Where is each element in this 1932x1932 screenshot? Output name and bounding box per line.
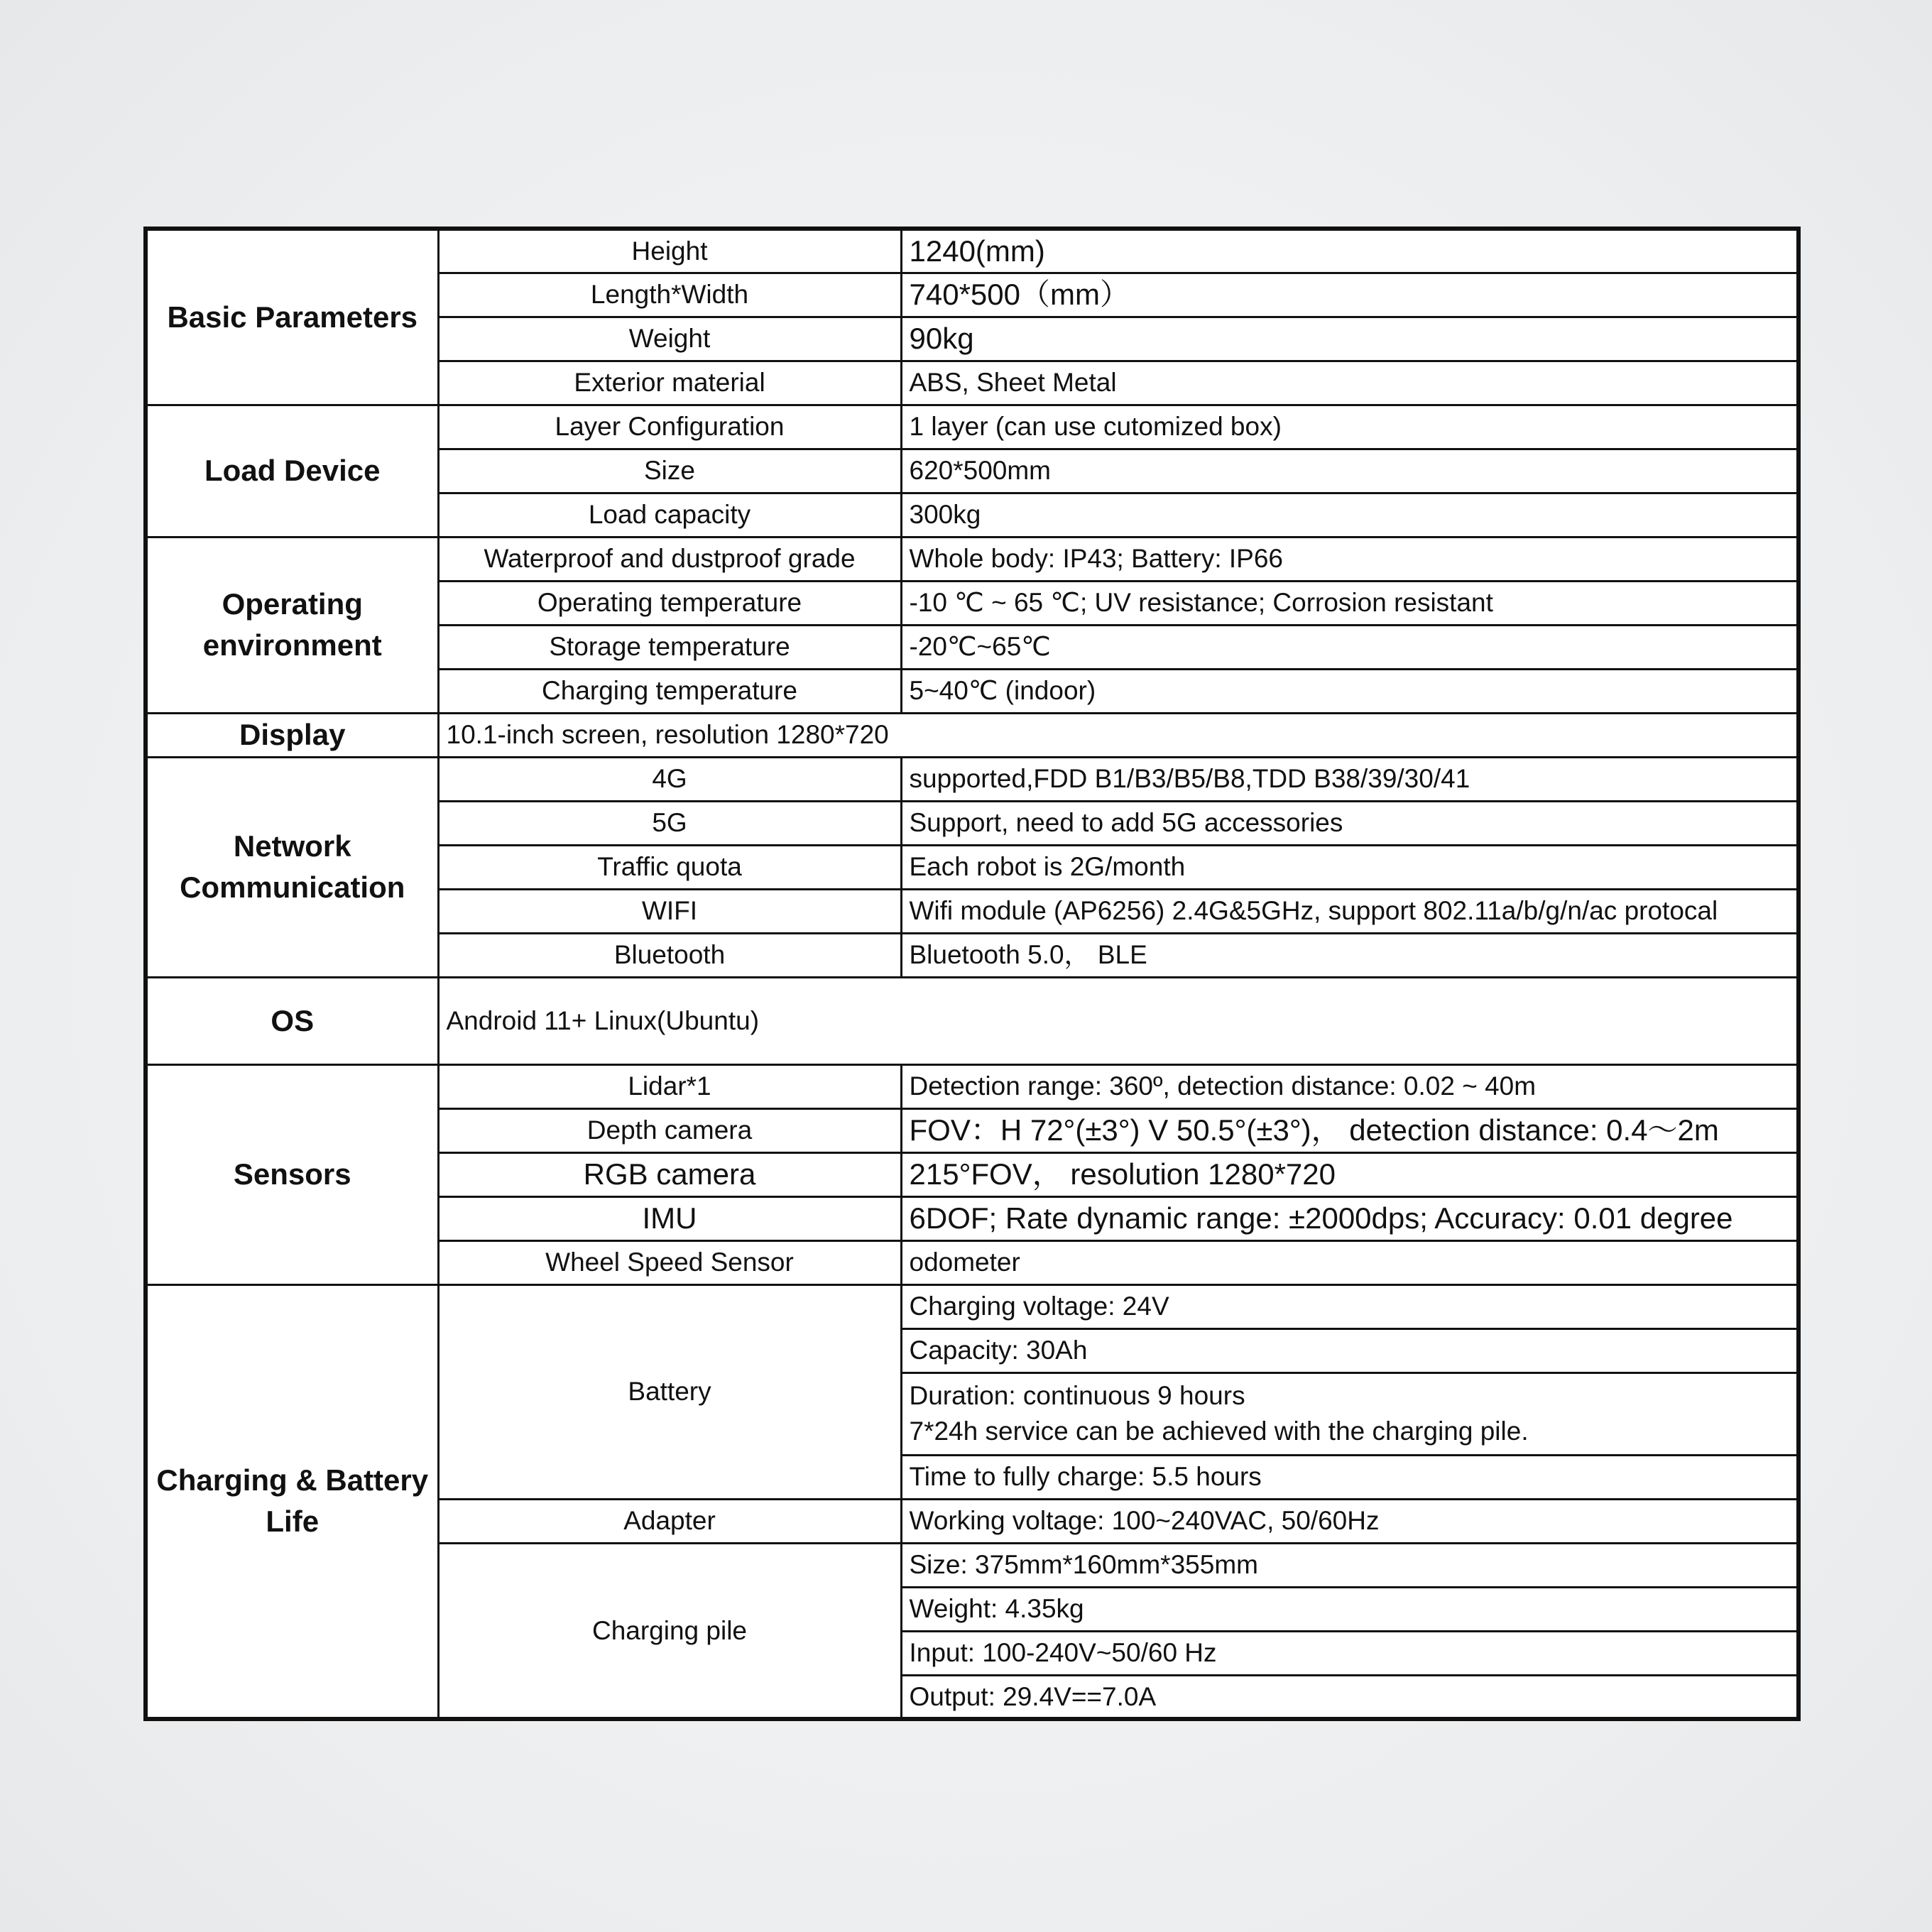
spec-table (143, 227, 1801, 1721)
param-lidar: Lidar*1 (438, 1064, 901, 1108)
value-load-size: 620*500mm (901, 449, 1799, 493)
param-exterior-material: Exterior material (438, 361, 901, 405)
param-traffic-quota: Traffic quota (438, 845, 901, 889)
table-row (146, 713, 1799, 757)
value-charging-voltage: Charging voltage: 24V (901, 1284, 1799, 1328)
param-bluetooth: Bluetooth (438, 933, 901, 977)
category-display: Display (146, 713, 438, 757)
param-charging-temperature: Charging temperature (438, 669, 901, 713)
table-row (146, 229, 1799, 273)
value-waterproof-grade: Whole body: IP43; Battery: IP66 (901, 537, 1799, 581)
param-5g: 5G (438, 801, 901, 845)
param-wifi: WIFI (438, 889, 901, 933)
value-exterior-material: ABS, Sheet Metal (901, 361, 1799, 405)
table-row (146, 977, 1799, 1064)
table-row (146, 405, 1799, 449)
param-weight: Weight (438, 317, 901, 361)
param-imu: IMU (438, 1196, 901, 1240)
value-pile-input: Input: 100-240V~50/60 Hz (901, 1631, 1799, 1675)
value-imu: 6DOF; Rate dynamic range: ±2000dps; Accuracy: 0.01 degree (901, 1196, 1799, 1240)
param-adapter: Adapter (438, 1499, 901, 1543)
value-service-line: 7*24h service can be achieved with the charging pile. (909, 1417, 1529, 1446)
value-traffic-quota: Each robot is 2G/month (901, 845, 1799, 889)
category-operating-environment: Operating environment (146, 537, 438, 713)
table-row (146, 1284, 1799, 1328)
param-length-width: Length*Width (438, 273, 901, 317)
value-storage-temperature: -20℃~65℃ (901, 625, 1799, 669)
param-load-capacity: Load capacity (438, 493, 901, 537)
table-row (146, 537, 1799, 581)
value-wheel-speed-sensor: odometer (901, 1240, 1799, 1284)
value-time-to-charge: Time to fully charge: 5.5 hours (901, 1455, 1799, 1499)
param-4g: 4G (438, 757, 901, 801)
value-load-capacity: 300kg (901, 493, 1799, 537)
value-wifi: Wifi module (AP6256) 2.4G&5GHz, support 802.11a/b/g/n/ac protocal (901, 889, 1799, 933)
value-duration (901, 1372, 1799, 1455)
value-pile-weight: Weight: 4.35kg (901, 1587, 1799, 1631)
value-adapter: Working voltage: 100~240VAC, 50/60Hz (901, 1499, 1799, 1543)
category-sensors: Sensors (146, 1064, 438, 1284)
value-lidar: Detection range: 360º, detection distance: 0.02 ~ 40m (901, 1064, 1799, 1108)
category-basic-parameters: Basic Parameters (146, 229, 438, 405)
value-5g: Support, need to add 5G accessories (901, 801, 1799, 845)
category-charging-battery-life: Charging & Battery Life (146, 1284, 438, 1719)
param-operating-temperature: Operating temperature (438, 581, 901, 625)
category-os: OS (146, 977, 438, 1064)
value-rgb-camera: 215°FOV， resolution 1280*720 (901, 1152, 1799, 1196)
param-layer-configuration: Layer Configuration (438, 405, 901, 449)
value-operating-temperature: -10 ℃ ~ 65 ℃; UV resistance; Corrosion resistant (901, 581, 1799, 625)
value-4g: supported,FDD B1/B3/B5/B8,TDD B38/39/30/41 (901, 757, 1799, 801)
param-storage-temperature: Storage temperature (438, 625, 901, 669)
param-height: Height (438, 229, 901, 273)
category-network-communication: Network Communication (146, 757, 438, 977)
value-bluetooth: Bluetooth 5.0， BLE (901, 933, 1799, 977)
param-charging-pile: Charging pile (438, 1543, 901, 1719)
param-waterproof-grade: Waterproof and dustproof grade (438, 537, 901, 581)
value-charging-temperature: 5~40℃ (indoor) (901, 669, 1799, 713)
value-depth-camera: FOV：H 72°(±3°) V 50.5°(±3°)， detection distance: 0.4～2m (901, 1108, 1799, 1152)
param-battery: Battery (438, 1284, 901, 1499)
value-display: 10.1-inch screen, resolution 1280*720 (438, 713, 1799, 757)
value-duration-line: Duration: continuous 9 hours (909, 1381, 1245, 1411)
value-pile-output: Output: 29.4V==7.0A (901, 1675, 1799, 1719)
param-depth-camera: Depth camera (438, 1108, 901, 1152)
value-layer-configuration: 1 layer (can use cutomized box) (901, 405, 1799, 449)
param-wheel-speed-sensor: Wheel Speed Sensor (438, 1240, 901, 1284)
table-row (146, 1064, 1799, 1108)
category-load-device: Load Device (146, 405, 438, 537)
table-row (146, 757, 1799, 801)
value-pile-size: Size: 375mm*160mm*355mm (901, 1543, 1799, 1587)
param-load-size: Size (438, 449, 901, 493)
value-length-width: 740*500（mm） (901, 273, 1799, 317)
value-height: 1240(mm) (901, 229, 1799, 273)
value-capacity: Capacity: 30Ah (901, 1328, 1799, 1372)
value-os: Android 11+ Linux(Ubuntu) (438, 977, 1799, 1064)
value-weight: 90kg (901, 317, 1799, 361)
param-rgb-camera: RGB camera (438, 1152, 901, 1196)
